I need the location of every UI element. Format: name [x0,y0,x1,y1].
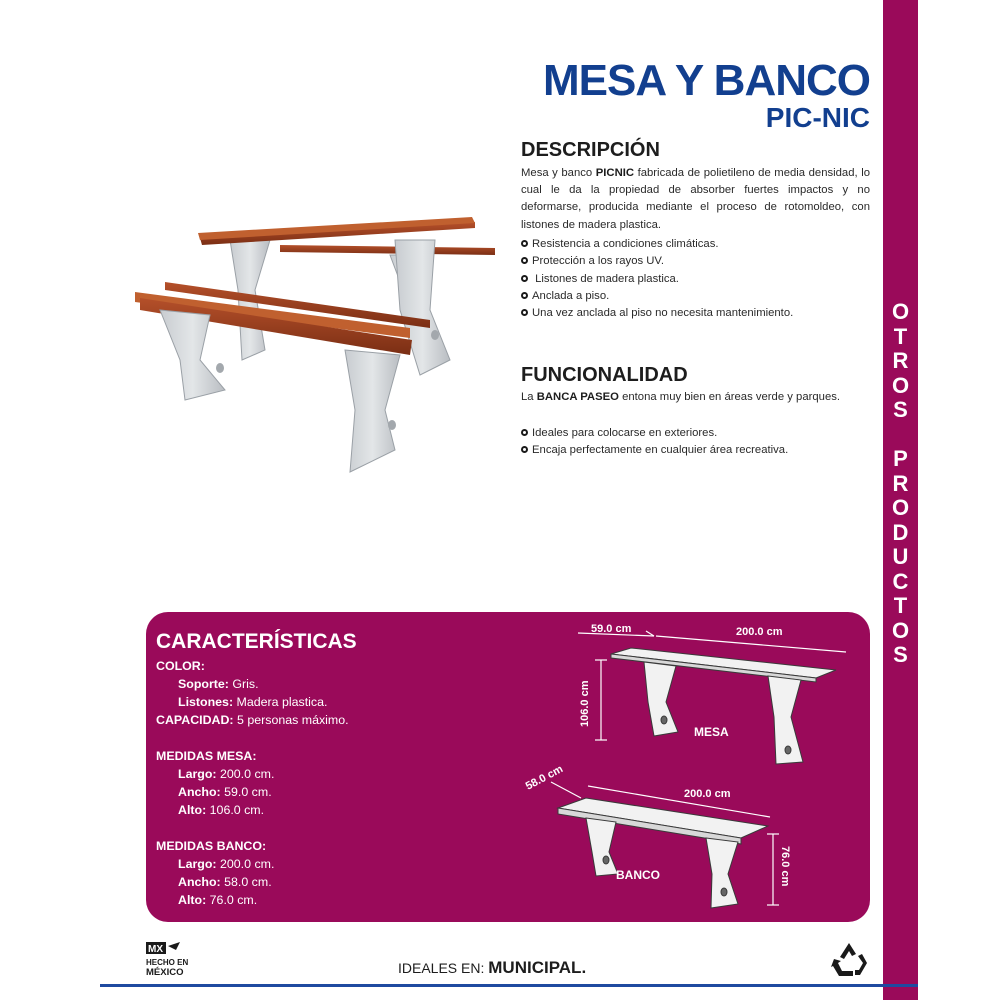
bullet-icon [521,257,528,264]
sidebar-letter: S [893,397,908,422]
product-photo [130,210,500,480]
list-item: Una vez anclada al piso no necesita mantenimiento. [521,305,881,322]
sidebar-letter: R [892,348,909,373]
table-height-label: 106.0 cm [579,680,591,727]
product-name: BANCA PASEO [536,391,619,403]
list-item: Resistencia a condiciones climáticas. [521,236,881,253]
ideal-for-value: MUNICIPAL. [488,958,587,977]
product-name: PICNIC [595,167,635,179]
bench-measures-heading: MEDIDAS BANCO: [156,839,267,853]
functionality-text: La BANCA PASEO entona muy bien en áreas verde y parques. [521,391,841,403]
listones-spec: Listones: Madera plastica. [178,695,328,709]
footer-divider [100,984,918,987]
list-item: Anclada a piso. [521,288,881,305]
bullet-icon [521,240,528,247]
page-title: MESA Y BANCO [542,56,870,105]
svg-text:HECHO EN: HECHO EN [146,958,189,967]
capacity-spec: CAPACIDAD: 5 personas máximo. [156,713,349,727]
bench-height-spec: Alto: 76.0 cm. [178,893,258,907]
table-width-spec: Ancho: 59.0 cm. [178,785,272,799]
bullet-icon [521,292,528,299]
bullet-icon [521,309,528,316]
functionality-bullets [521,425,881,460]
table-label: MESA [694,725,729,739]
sidebar-letter: O [891,617,910,643]
table-length-spec: Largo: 200.0 cm. [178,767,275,781]
recycle-icon [829,941,869,979]
specs-heading: CARACTERÍSTICAS [156,630,357,653]
bullet-icon [521,429,528,436]
page-subtitle: PIC-NIC [765,102,870,133]
bench-diagram [558,798,768,908]
sidebar-label [883,300,918,668]
list-item: Encaja perfectamente en cualquier área recreativa. [521,442,881,459]
sidebar-letter: T [893,323,908,349]
bullet-icon [521,446,528,453]
bullet-icon [521,275,528,282]
svg-text:MX: MX [148,944,163,955]
sidebar-letter: O [891,299,910,324]
table-height-spec: Alto: 106.0 cm. [178,803,265,817]
sidebar-letter: C [892,568,909,594]
bench-width-label: 58.0 cm [523,763,566,793]
sidebar-letter: O [891,372,910,398]
sidebar-letter: D [892,519,909,545]
specs-panel [146,612,870,922]
list-item: Protección a los rayos UV. [521,253,881,270]
description-bullets [521,236,881,322]
table-length-label: 200.0 cm [736,626,783,638]
bench-length-label: 200.0 cm [684,788,731,800]
soporte-spec: Soporte: Gris. [178,677,259,691]
table-width-label: 59.0 cm [591,623,632,635]
color-label: COLOR: [156,659,205,673]
list-item: Listones de madera plastica. [521,271,881,288]
description-heading: DESCRIPCIÓN [521,139,660,161]
sidebar-letter: T [893,593,908,618]
table-measures-heading: MEDIDAS MESA: [156,749,257,763]
bench-length-spec: Largo: 200.0 cm. [178,857,275,871]
sidebar-letter: U [892,544,909,569]
table-diagram [611,648,836,764]
sidebar-letter: R [892,470,909,496]
sidebar-letter: S [893,642,908,667]
bench-label: BANCO [616,868,660,882]
hecho-en-mexico-logo [146,940,194,980]
sidebar-letter: P [893,446,908,471]
list-item: Ideales para colocarse en exteriores. [521,425,881,442]
bench-height-label: 76.0 cm [779,846,791,887]
sidebar-letter: O [891,495,910,520]
functionality-heading: FUNCIONALIDAD [521,364,688,386]
sidebar-band [883,0,918,1000]
svg-text:MÉXICO: MÉXICO [146,967,184,978]
dimension-diagram [506,612,870,922]
sidebar-letter [883,423,918,448]
description-text: Mesa y banco PICNIC fabricada de polietileno de media densidad, lo cual le da la propiedad de absorber fuertes impactos y no deformarse, producida mediante el proceso de rotomoldeo, con listones de madera plastica. [521,167,870,231]
ideal-for-label: IDEALES EN: MUNICIPAL. [398,958,587,977]
bench-width-spec: Ancho: 58.0 cm. [178,875,272,889]
